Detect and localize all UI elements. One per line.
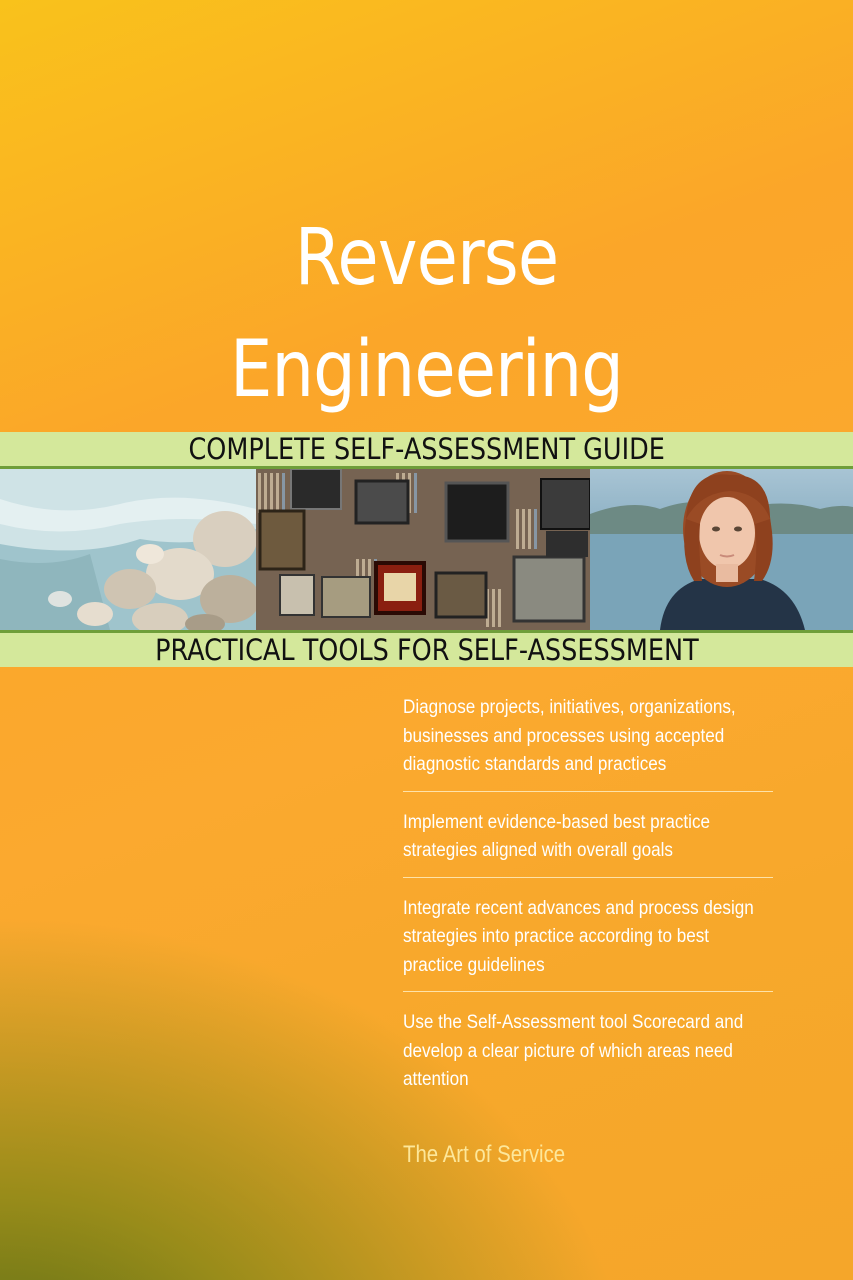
feature-text: Use the Self-Assessment tool Scorecard and develop a clear picture of which areas need attention — [403, 1012, 744, 1090]
book-title — [60, 202, 794, 426]
feature-item — [403, 895, 773, 993]
feature-item — [403, 694, 773, 792]
vintage-amps-and-records-photo — [256, 469, 590, 630]
feature-item — [403, 809, 773, 878]
rocks-and-foam-photo — [0, 469, 256, 630]
feature-text: Diagnose projects, initiatives, organizations, businesses and processes using accepted diagnostic standards and practices — [403, 697, 736, 775]
subtitle-top: COMPLETE SELF-ASSESSMENT GUIDE — [188, 432, 665, 466]
feature-text: Implement evidence-based best practice strategies aligned with overall goals — [403, 811, 711, 861]
title-line-1: Reverse — [294, 213, 559, 304]
feature-item — [403, 1009, 773, 1106]
feature-text: Integrate recent advances and process design strategies into practice according to best practice guidelines — [403, 897, 754, 976]
publisher-name: The Art of Service — [403, 1141, 566, 1168]
feature-list — [403, 694, 773, 1123]
subtitle-band-top — [0, 432, 853, 469]
title-line-2: Engineering — [229, 325, 624, 416]
woman-portrait-photo — [590, 469, 853, 630]
subtitle-bottom: PRACTICAL TOOLS FOR SELF-ASSESSMENT — [154, 633, 699, 667]
subtitle-band-bottom — [0, 630, 853, 667]
photo-strip — [0, 469, 853, 630]
